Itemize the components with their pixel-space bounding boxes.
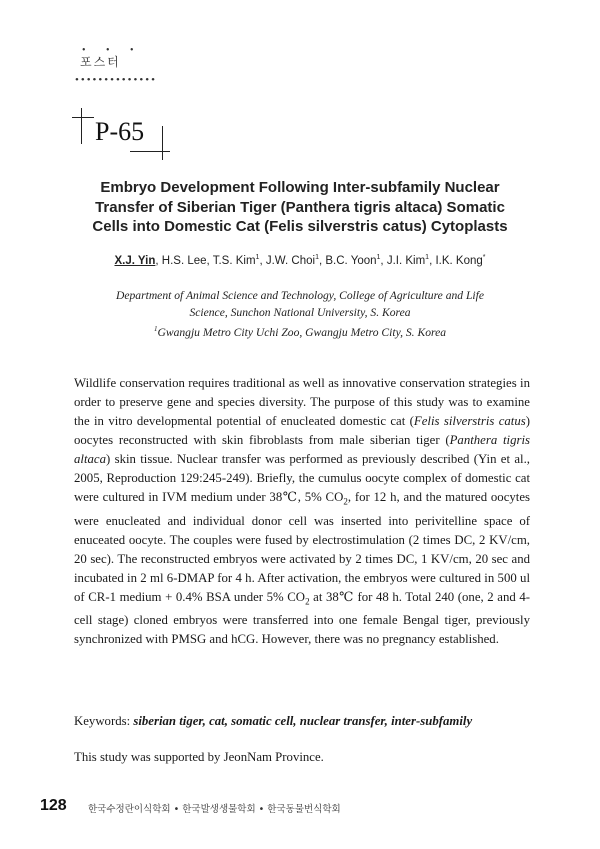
author: I.K. Kong — [435, 254, 483, 267]
author-mark: 1 — [255, 254, 260, 261]
title-line: Transfer of Siberian Tiger (Panthera tigris altaca) Somatic — [95, 198, 505, 216]
author-mark: 1 — [315, 254, 319, 261]
abstract-body: Wildlife conservation requires traditional as well as innovative conservation strategies in order to preserve gene and species diversity. The purpose of this study was to examine the in vitro developmental potential of enucleated domestic cat (Felis silverstris catus) oocytes reconstructed with skin fibroblasts from male siberian tiger (Panthera tigris altaca) skin tissue. Nuclear transfer was performed as previously described (Yin et al., 2005, Reproduction 129:245-249). Briefly, the cumulus oocyte complex of domestic cat were cultured in IVM medium under 38℃, 5% $CO_2$, for 12 h, and the matured oocytes were enucleated and individual donor cell was inserted into perivitelline space of enuceated oocyte. The couples were fused by electrostimulation (2 times DC, 2 KV/cm, 20 sec). The reconstructed embryos were activated by 2 times DC, 1 KV/cm, 20 sec and incubated in 2 ml 6-DMAP for 4 h. After activation, the embryos were cultured in 500 ul of CR-1 medium + 0.4% BSA under 5% $CO_2$ at 38℃ for 48 h. Total 240 (one, 2 and 4-cell stage) cloned embryos were transferred into one female Bengal tiger, previously synchronized with PMSG and hCG. However, there was no pregnancy established. — [74, 376, 531, 647]
author: B.C. Yoon — [325, 254, 377, 267]
affiliation-mark: 1 — [153, 325, 158, 333]
author: J.I. Kim — [386, 254, 426, 267]
paper-title — [60, 178, 540, 237]
keywords — [74, 712, 530, 730]
title-line: Embryo Development Following Inter-subfamily Nuclear — [100, 179, 500, 196]
author-mark: * — [482, 254, 486, 261]
section-tag: 포스터 — [80, 55, 121, 69]
author-mark: 1 — [425, 254, 430, 261]
author: T.S. Kim — [212, 254, 256, 267]
author-mark: 1 — [376, 254, 381, 261]
first-author: X.J. Yin — [114, 254, 156, 267]
author: J.W. Choi — [265, 254, 316, 267]
section-tag-dots: • • • — [82, 45, 143, 56]
keywords-label: Keywords: — [74, 714, 131, 728]
affiliations — [60, 288, 540, 341]
author-list: X.J. Yin, H.S. Lee, T.S. Kim$^1$, J.W. Choi$^1$, B.C. Yoon$^1$, J.I. Kim$^1$, I.K. Kong* — [114, 254, 486, 267]
poster-id: P-65 — [95, 117, 145, 146]
footer-societies: 한국수정란이식학회 • 한국발생생물학회 • 한국동물번식학회 — [88, 804, 341, 815]
affiliation-line: $^1$Gwangju Metro City Uchi Zoo, Gwangju Metro City, S. Korea — [153, 325, 447, 339]
page-number: 128 — [40, 797, 67, 814]
title-line: Cells into Domestic Cat (Felis silverstris catus) Cytoplasts — [92, 218, 508, 235]
keywords-value: siberian tiger, cat, somatic cell, nuclear transfer, inter-subfamily — [133, 714, 473, 728]
acknowledgement: This study was supported by JeonNam Province. — [74, 750, 324, 764]
affiliation-line: Department of Animal Science and Technology, College of Agriculture and Life — [115, 289, 485, 302]
species-name: Panthera tigris altaca — [74, 433, 530, 466]
author: H.S. Lee — [161, 254, 207, 267]
species-name: Felis silverstris catus — [413, 414, 526, 428]
dotted-rule: •••••••••••••• — [75, 74, 157, 86]
affiliation-line: Science, Sunchon National University, S. Korea — [189, 305, 411, 319]
